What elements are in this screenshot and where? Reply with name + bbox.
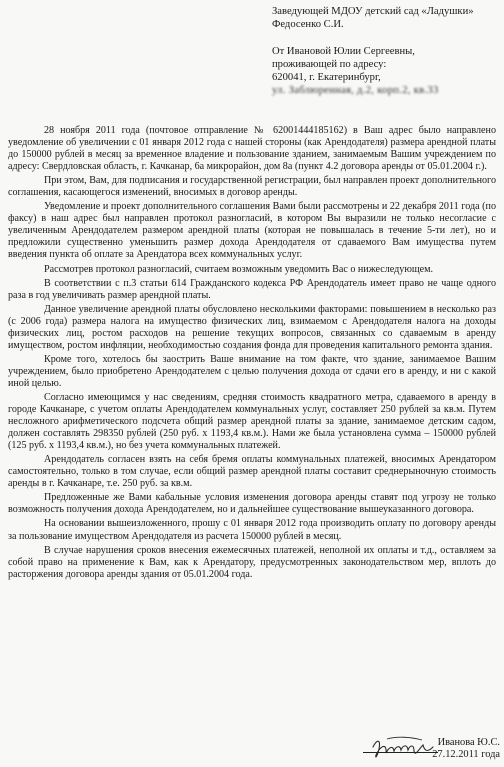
paragraph: На основании вышеизложенного, прошу с 01 января 2012 года производить оплату по договору аренды за пользование имуществом Арендодателя из расчета 150000 рублей в месяц.	[8, 518, 496, 542]
letter-body	[8, 125, 496, 581]
paragraph: Согласно имеющимся у нас сведениям, средняя стоимость квадратного метра, сдаваемого в аренду в городе Качканаре, с учетом оплаты Арендодателем коммунальных услуг, составляет 250 рублей за кв.м. Путем несложного арифметического подсчета общий размер арендной платы за здание, занимаемое детским садом, должен составлять 298350 рублей (250 руб. х 1193,4 кв.м.). Нами же была установлена сумма – 150000 рублей (125 руб. х 1193,4 кв.м.), но без учета коммунальных платежей.	[8, 391, 496, 452]
paragraph: Уведомление и проект дополнительного соглашения Вами были рассмотрены и 22 декабря 2011 года (по факсу) в наш адрес был направлен протокол разногласий, в котором Вы выразили не только несогласие с увеличенным Арендодателем размером арендной платы (которая не повышалась в течение 5-ти лет), но и предложили существенно уменьшить размер дохода Арендодателя от сдаваемого Вам имущества путем введения пункта об оплате за Арендатора всех коммунальных услуг.	[8, 201, 496, 261]
paragraph: 28 ноября 2011 года (почтовое отправление № 62001444185162) в Ваш адрес было направлено уведомление об увеличении с 01 января 2012 года с нашей стороны (как Арендодателя) размера арендной платы до 150000 рублей в месяц за временное владение и пользование зданием, занимаемым Вашим учреждением по адресу: Свердловская область, г. Качканар, 6а микрорайон, дом 8а (пункт 4.2 договора аренды от 05.01.2004 г.).	[8, 125, 496, 173]
paragraph: В случае нарушения сроков внесения ежемесячных платежей, неполной их оплаты и т.д., оставляем за собой право на применение к Вам, как к Арендатору, предусмотренных законодательством мер, вплоть до расторжения договора аренды здания от 05.01.2004 года.	[8, 544, 496, 580]
paragraph: Рассмотрев протокол разногласий, считаем возможным уведомить Вас о нижеследующем.	[44, 263, 434, 275]
paragraph: Кроме того, хотелось бы заострить Ваше внимание на том факте, что здание, занимаемое Вашим учреждением, было приобретено Арендодателем с целью получения дохода от сдачи его в аренду, и ни с какой иной целью.	[8, 353, 496, 389]
sender-street-redacted: ул. Заблюренная, д.2, корп.2, кв.33	[272, 85, 439, 97]
paragraph: При этом, Вам, для подписания и государственной регистрации, был направлен проект дополнительного соглашения, касающегося изменений, вносимых в договор аренды.	[8, 175, 496, 199]
signature-date: 27.12.2011 года	[432, 749, 500, 761]
signer-block	[420, 737, 500, 762]
paragraph: Предложенные же Вами кабальные условия изменения договора аренды ставят под угрозу не только возможность получения дохода Арендодателем, но и дальнейшее существование вышеуказанного договора.	[8, 492, 496, 516]
signer-name: Иванова Ю.С.	[437, 737, 500, 748]
sender-address-label: проживающей по адресу:	[272, 58, 387, 70]
recipient-name: Федосенко С.И.	[272, 19, 344, 31]
sender-name: От Ивановой Юлии Сергеевны,	[272, 45, 415, 57]
sender-city: 620041, г. Екатеринбург,	[272, 72, 381, 84]
recipient-title: Заведующей МДОУ детский сад «Ладушки»	[272, 6, 474, 17]
address-block	[272, 5, 500, 98]
paragraph: В соответствии с п.3 статьи 614 Гражданского кодекса РФ Арендодатель имеет право не чаще одного раза в год увеличивать размер арендной платы.	[8, 277, 496, 301]
paragraph: Данное увеличение арендной платы обусловлено несколькими факторами: повышением в несколько раз (с 2006 года) размера налога на имущество физических лиц, взимаемом с Арендодателя налога на доходы физических лиц, ростом расходов на решение текущих вопросов, связанных со сдаваемым в аренду имуществом, ростом инфляции, необходимостью создания фонда для проведения капитального ремонта здания.	[8, 303, 496, 351]
paragraph: Арендодатель согласен взять на себя бремя оплаты коммунальных платежей, вносимых Арендатором самостоятельно, только в том случае, если общий размер арендной платы составит среднерыночную стоимость аренды в г. Качканаре, т.е. 250 руб. за кв.м.	[8, 454, 496, 490]
